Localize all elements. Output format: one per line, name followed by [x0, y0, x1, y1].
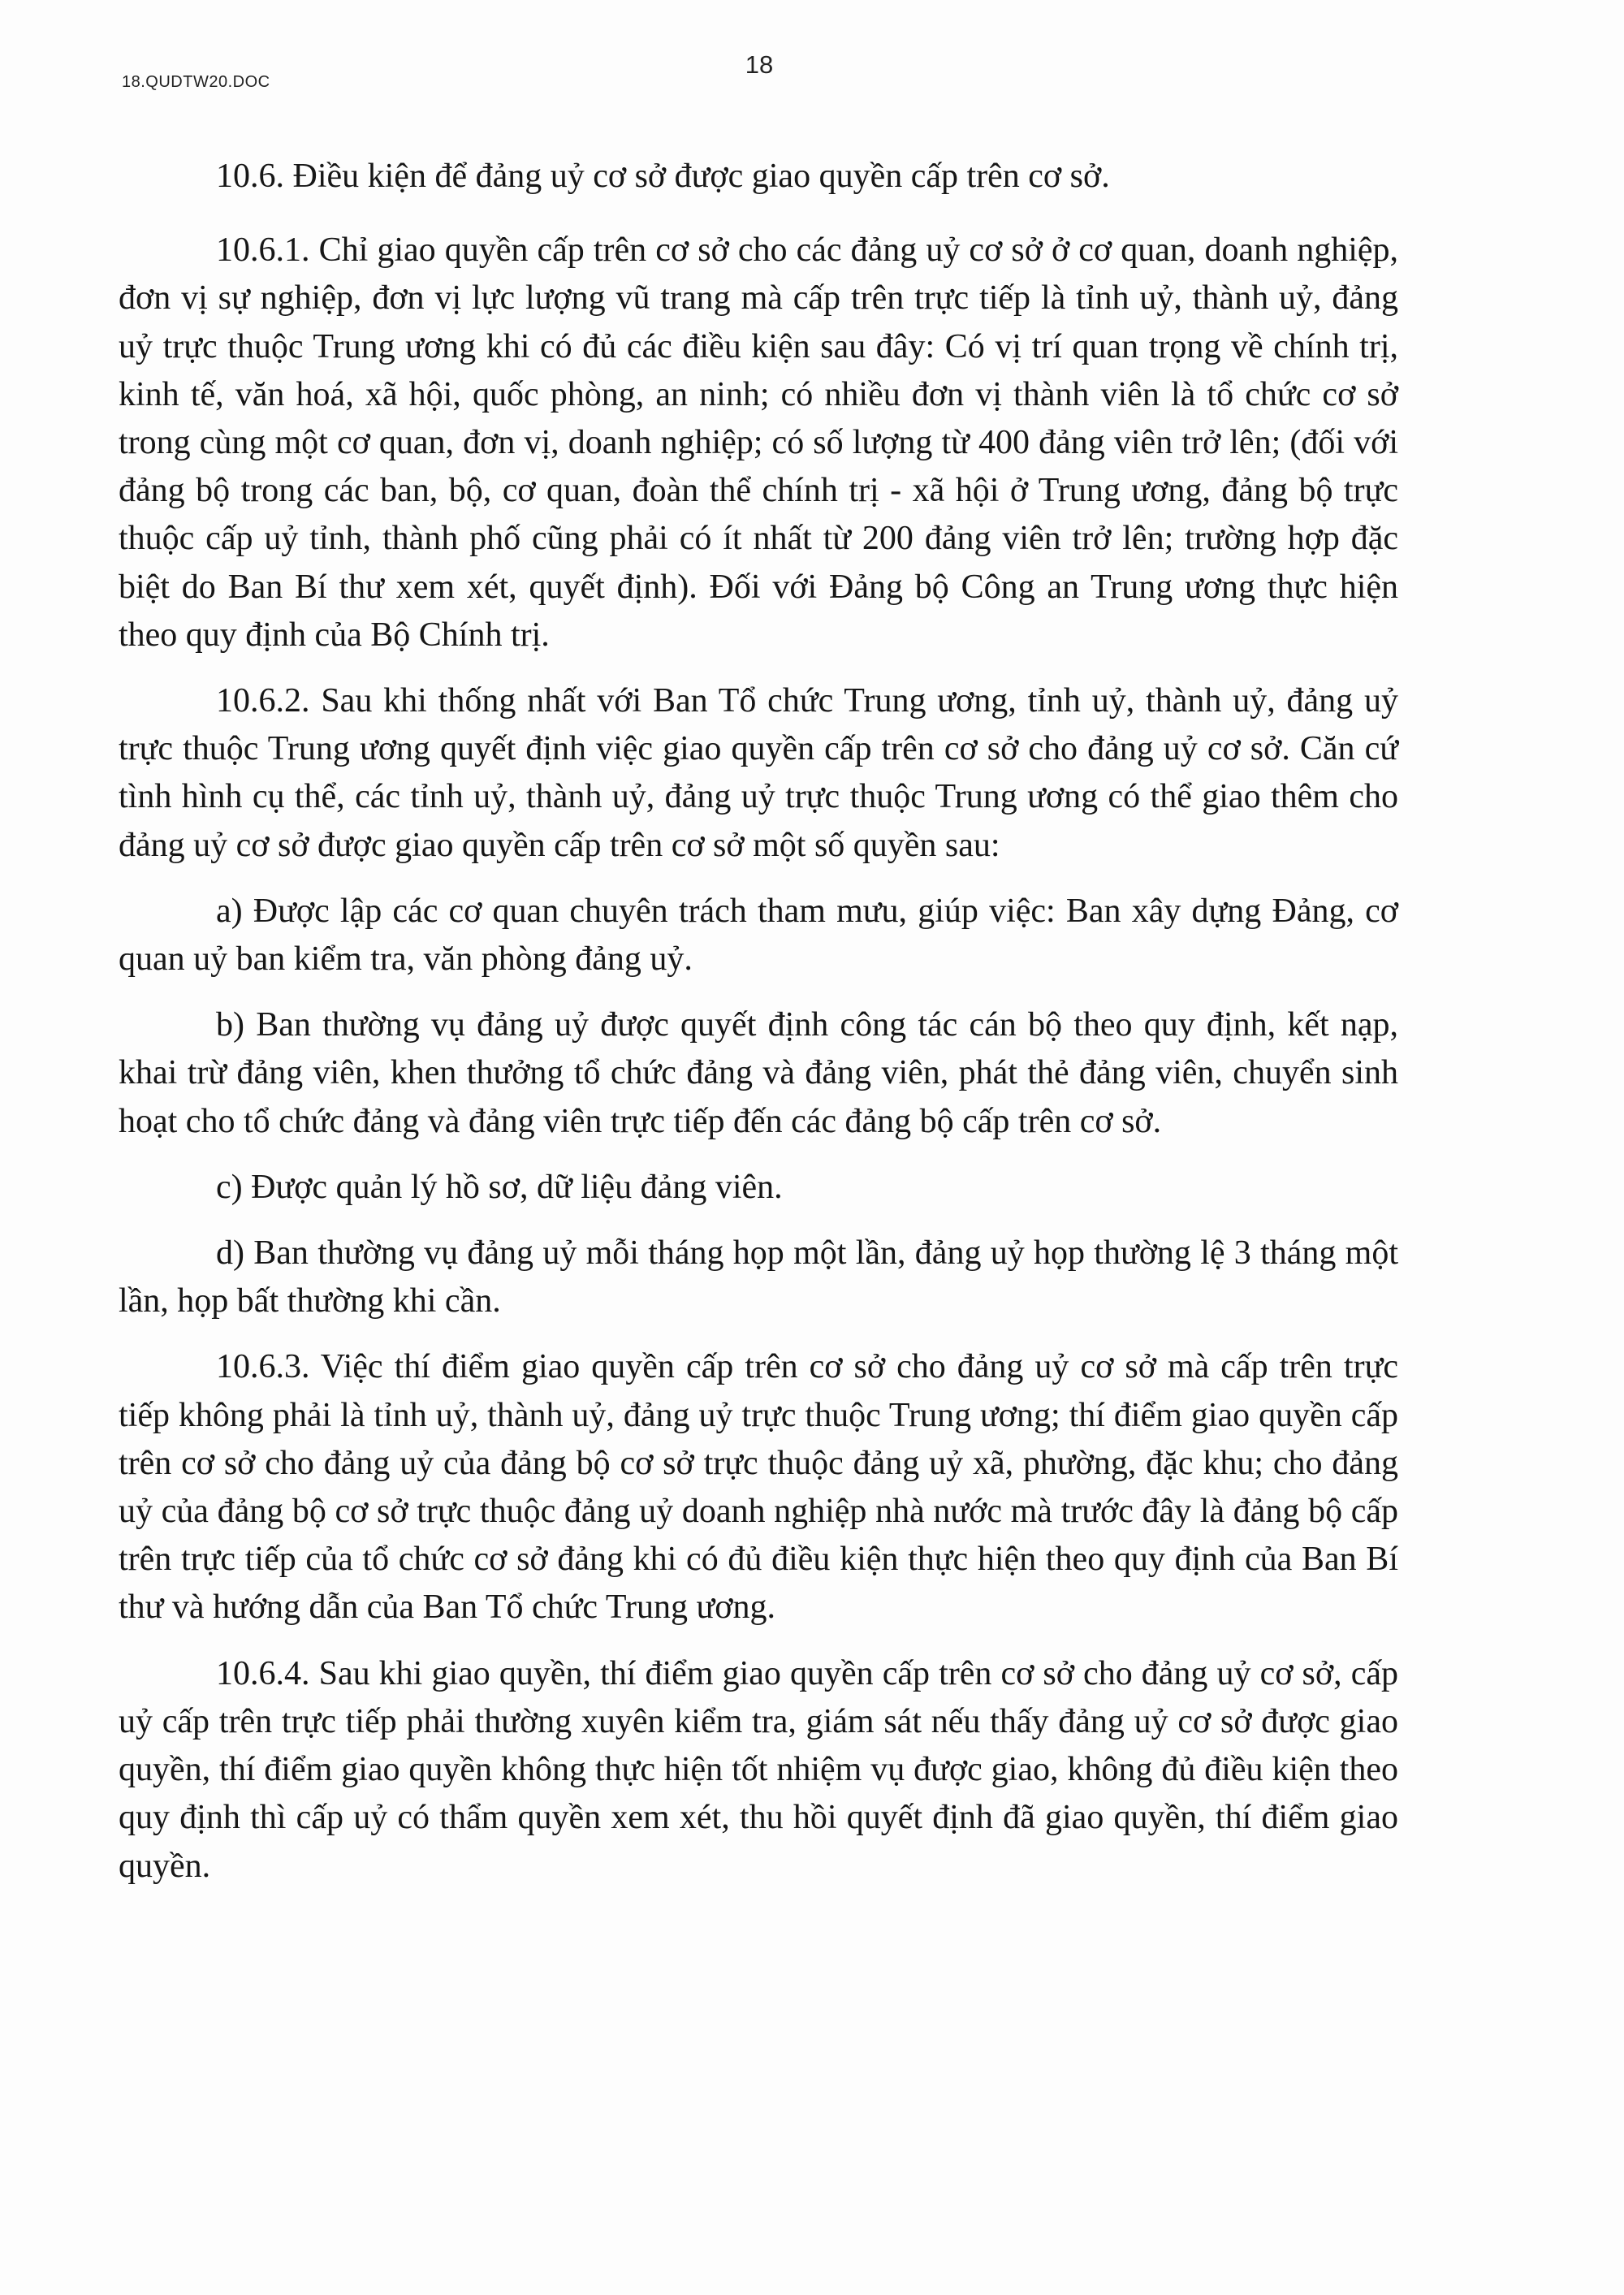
page-number: 18 [745, 50, 774, 79]
file-name-label: 18.QUDTW20.DOC [122, 73, 270, 91]
list-item-a: a) Được lập các cơ quan chuyên trách tham mưu, giúp việc: Ban xây dựng Đảng, cơ quan uỷ ban kiểm tra, văn phòng đảng uỷ. [119, 892, 1398, 979]
paragraph-10-6-1: 10.6.1. Chỉ giao quyền cấp trên cơ sở cho các đảng uỷ cơ sở ở cơ quan, doanh nghiệp, đơn vị sự nghiệp, đơn vị lực lượng vũ trang mà cấp trên trực tiếp là tỉnh uỷ, thành uỷ, đảng uỷ trực thuộc Trung ương khi có đủ các điều kiện sau đây: Có vị trí quan trọng về chính trị, kinh tế, văn hoá, xã hội, quốc phòng, an ninh; có nhiều đơn vị thành viên là tổ chức cơ sở trong cùng một cơ quan, đơn vị, doanh nghiệp; có số lượng từ 400 đảng viên trở lên; (đối với đảng bộ trong các ban, bộ, cơ quan, đoàn thể chính trị - xã hội ở Trung ương, đảng bộ trực thuộc cấp uỷ tỉnh, thành phố cũng phải có ít nhất từ 200 đảng viên trở lên; trường hợp đặc biệt do Ban Bí thư xem xét, quyết định). Đối với Đảng bộ Công an Trung ương thực hiện theo quy định của Bộ Chính trị. [119, 231, 1398, 654]
list-item-d: d) Ban thường vụ đảng uỷ mỗi tháng họp một lần, đảng uỷ họp thường lệ 3 tháng một lần, họp bất thường khi cần. [119, 1234, 1398, 1320]
list-item-b: b) Ban thường vụ đảng uỷ được quyết định công tác cán bộ theo quy định, kết nạp, khai trừ đảng viên, khen thưởng tổ chức đảng và đảng viên, phát thẻ đảng viên, chuyển sinh hoạt cho tổ chức đảng và đảng viên trực tiếp đến các đảng bộ cấp trên cơ sở. [119, 1006, 1398, 1140]
section-heading-10-6: 10.6. Điều kiện để đảng uỷ cơ sở được giao quyền cấp trên cơ sở. [216, 158, 1110, 195]
paragraph-10-6-4: 10.6.4. Sau khi giao quyền, thí điểm giao quyền cấp trên cơ sở cho đảng uỷ cơ sở, cấp uỷ cấp trên trực tiếp phải thường xuyên kiểm tra, giám sát nếu thấy đảng uỷ cơ sở được giao quyền, thí điểm giao quyền không thực hiện tốt nhiệm vụ được giao, không đủ điều kiện theo quy định thì cấp uỷ có thẩm quyền xem xét, thu hồi quyết định đã giao quyền, thí điểm giao quyền. [119, 1654, 1398, 1885]
paragraph-10-6-3: 10.6.3. Việc thí điểm giao quyền cấp trên cơ sở cho đảng uỷ cơ sở mà cấp trên trực tiếp không phải là tỉnh uỷ, thành uỷ, đảng uỷ trực thuộc Trung ương; thí điểm giao quyền cấp trên cơ sở cho đảng uỷ của đảng bộ cơ sở trực thuộc đảng uỷ xã, phường, đặc khu; cho đảng uỷ của đảng bộ cơ sở trực thuộc đảng uỷ doanh nghiệp nhà nước mà trước đây là đảng bộ cấp trên trực tiếp của tổ chức cơ sở đảng khi có đủ điều kiện thực hiện theo quy định của Ban Bí thư và hướng dẫn của Ban Tổ chức Trung ương. [119, 1348, 1398, 1627]
document-body [119, 153, 1398, 1908]
paragraph-10-6-2: 10.6.2. Sau khi thống nhất với Ban Tổ chức Trung ương, tỉnh uỷ, thành uỷ, đảng uỷ trực thuộc Trung ương quyết định việc giao quyền cấp trên cơ sở cho đảng uỷ cơ sở. Căn cứ tình hình cụ thể, các tỉnh uỷ, thành uỷ, đảng uỷ trực thuộc Trung ương có thể giao thêm cho đảng uỷ cơ sở được giao quyền cấp trên cơ sở một số quyền sau: [119, 682, 1398, 864]
list-item-c: c) Được quản lý hồ sơ, dữ liệu đảng viên. [216, 1168, 783, 1206]
